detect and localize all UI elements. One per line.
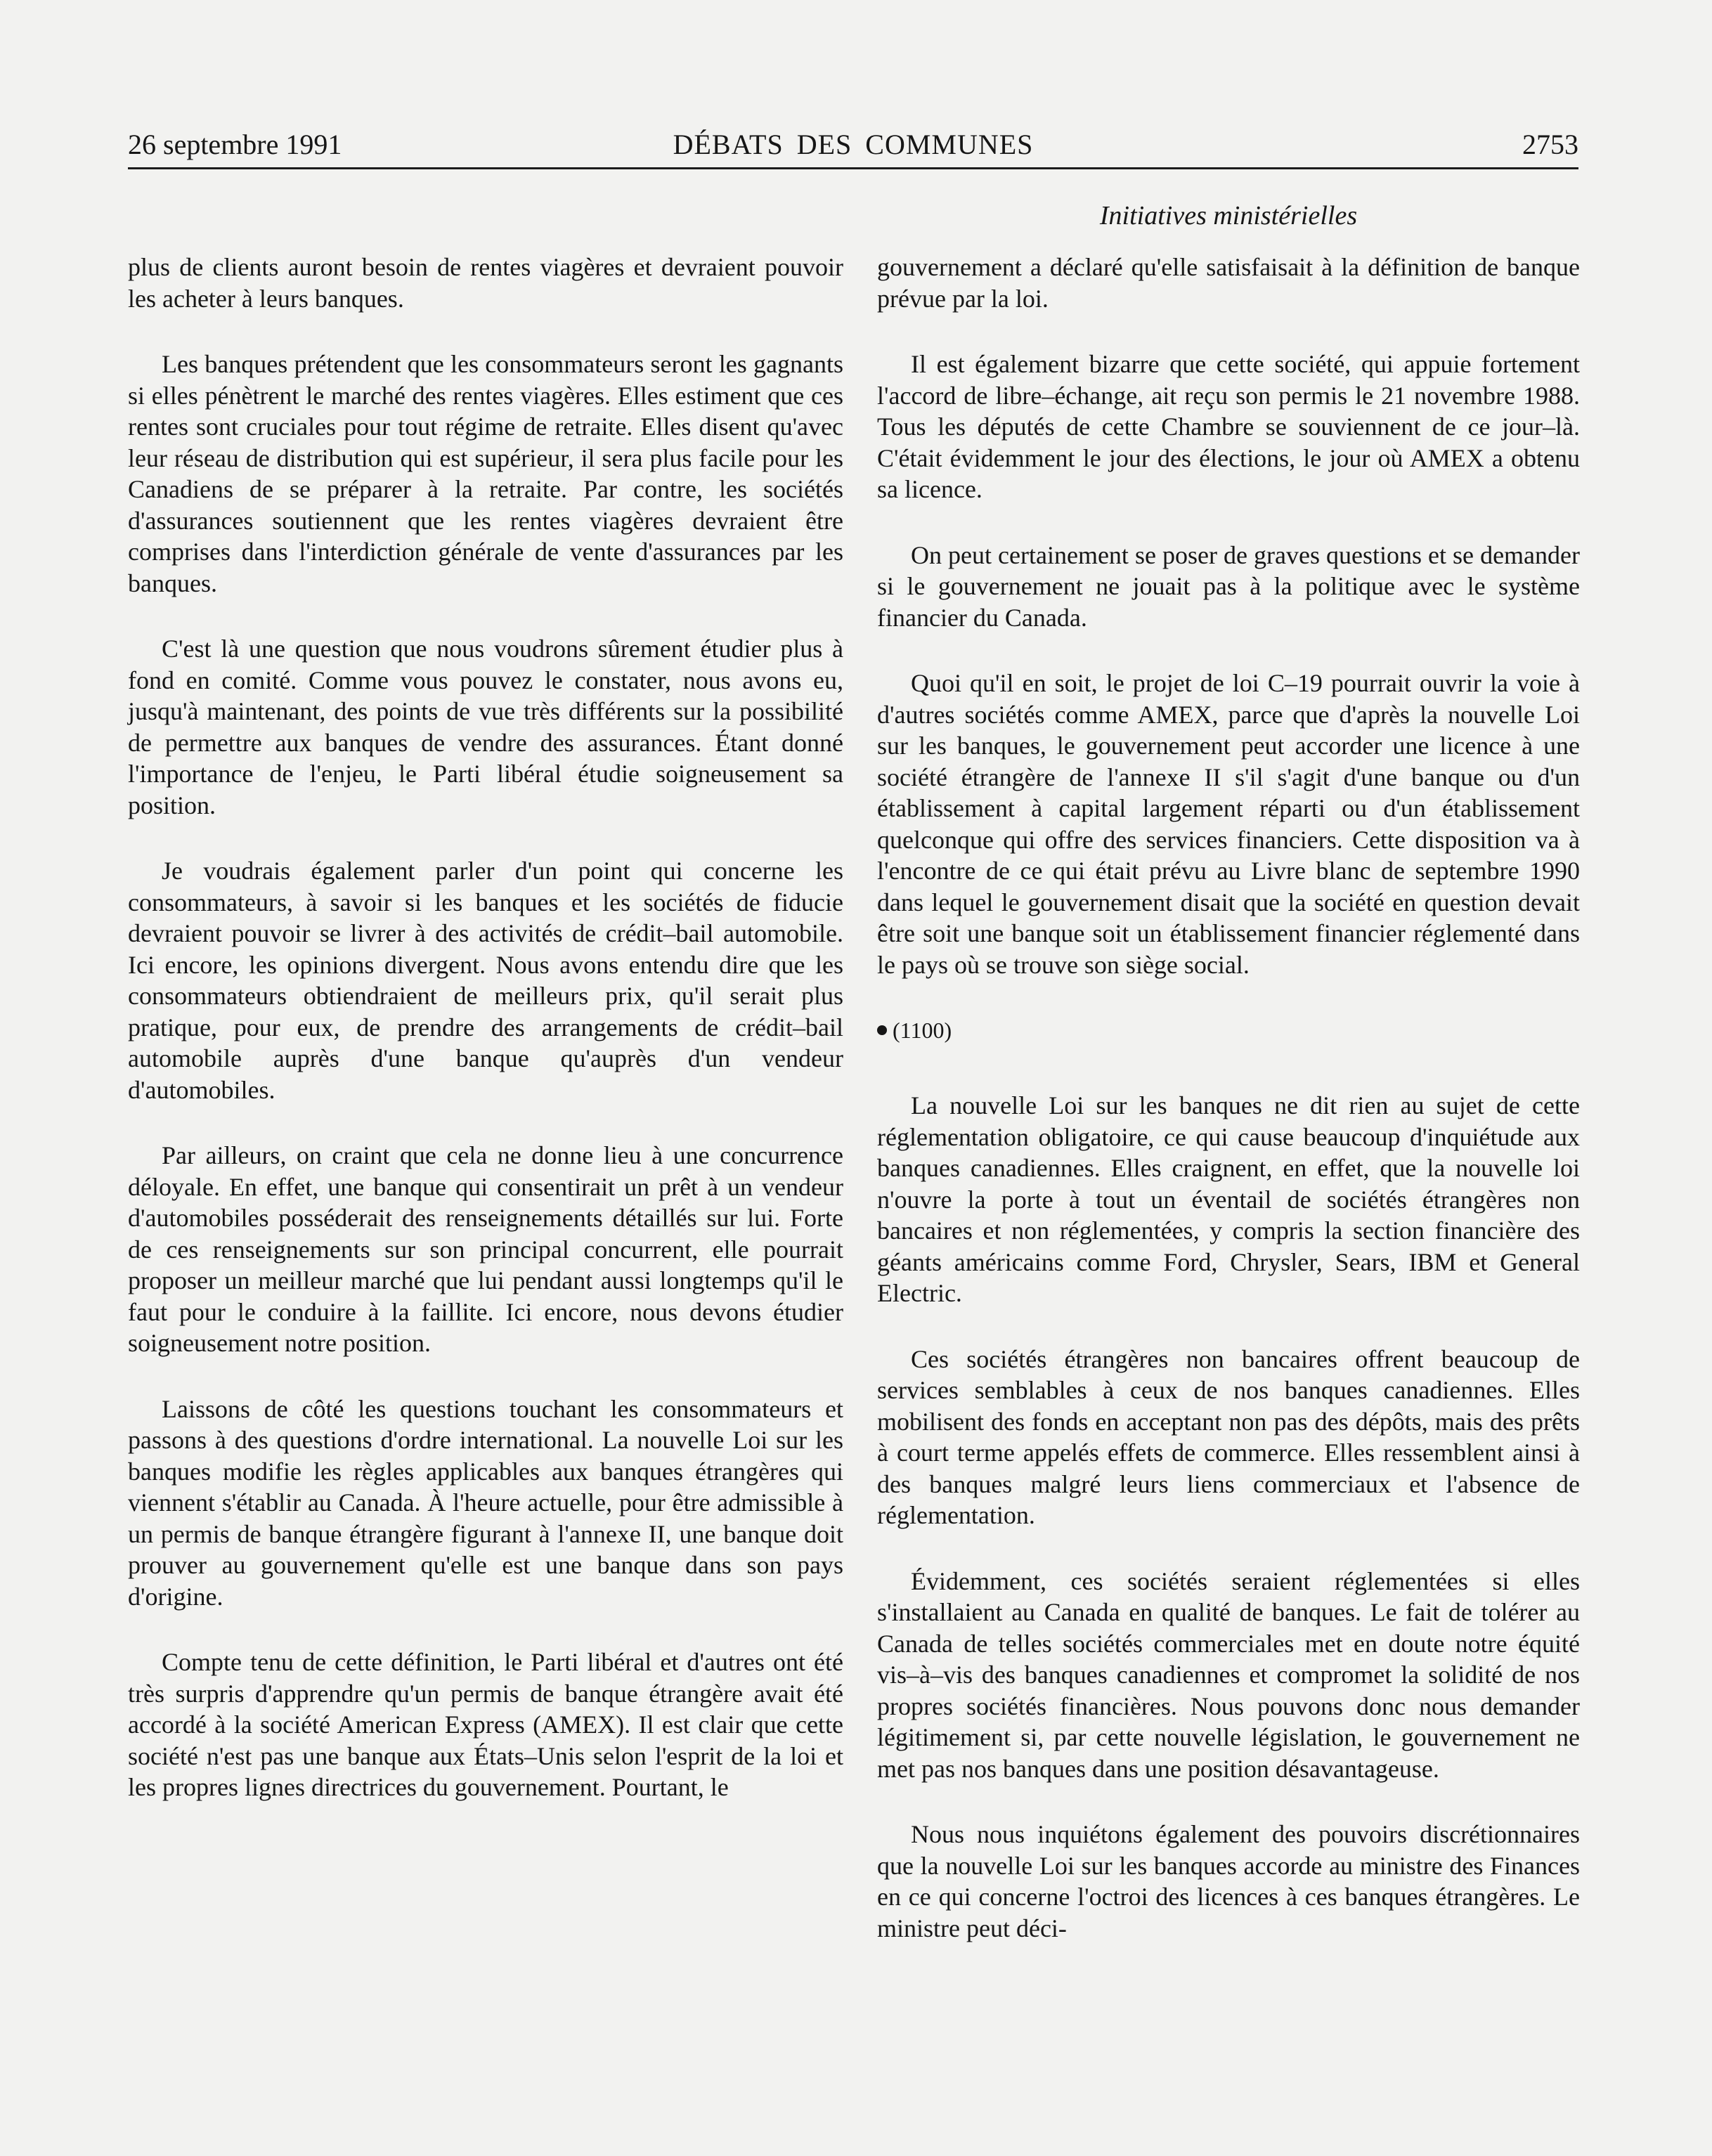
left-column [128, 252, 843, 1838]
paragraph: Les banques prétendent que les consommateurs seront les gagnants si elles pénètrent le marché des rentes viagères. Elles estiment que ces rentes sont cruciales pour tout régime de retraite. Elles disent qu'avec leur réseau de distribution qui est supérieur, il sera plus facile pour les Canadiens de se préparer à la retraite. Par contre, les sociétés d'assurances soutiennent que les rentes viagères devraient être comprises dans l'interdiction générale de vente d'assurances par les banques. [128, 350, 843, 597]
paragraph: On peut certainement se poser de graves questions et se demander si le gouvernement ne jouait pas à la politique avec le système financier du Canada. [877, 540, 1580, 632]
paragraph: plus de clients auront besoin de rentes viagères et devraient pouvoir les acheter à leurs banques. [128, 253, 843, 313]
header-title: DÉBATS DES COMMUNES [673, 129, 1034, 160]
paragraph: C'est là une question que nous voudrons sûrement étudier plus à fond en comité. Comme vous pouvez le constater, nous avons eu, jusqu'à maintenant, des points de vue très différents sur la possibilité de permettre aux banques de vendre des assurances. Étant donné l'importance de l'enjeu, le Parti libéral étudie soigneusement sa position. [128, 635, 843, 819]
paragraph: La nouvelle Loi sur les banques ne dit rien au sujet de cette réglementation obligatoire, ce qui cause beaucoup d'inquiétude aux banques canadiennes. Elles craignent, en effet, que la nouvelle loi n'ouvre la porte à tout un éventail de sociétés étrangères non bancaires et non réglementées, y compris la section financière des géants américains comme Ford, Chrysler, Sears, IBM et General Electric. [877, 1091, 1580, 1307]
paragraph: gouvernement a déclaré qu'elle satisfaisait à la définition de banque prévue par la loi. [877, 253, 1580, 313]
running-head [128, 124, 1578, 166]
paragraph: Laissons de côté les questions touchant les consommateurs et passons à des questions d'ordre international. La nouvelle Loi sur les banques modifie les règles applicables aux banques étrangères qui viennent s'établir au Canada. À l'heure actuelle, pour être admissible à un permis de banque étrangère figurant à l'annexe II, une banque doit prouver au gouvernement qu'elle est une banque dans son pays d'origine. [128, 1394, 843, 1611]
paragraph: Évidemment, ces sociétés seraient réglementées si elles s'installaient au Canada en qualité de banques. Le fait de tolérer au Canada de telles sociétés commerciales met en doute notre équité vis–à–vis des banques canadiennes et compromet la solidité de nos propres sociétés financières. Nous pouvons donc nous demander légitimement si, par cette nouvelle législation, le gouvernement ne met pas nos banques dans une position désavantageuse. [877, 1566, 1580, 1783]
paragraph: Quoi qu'il en soit, le projet de loi C–19 pourrait ouvrir la voie à d'autres sociétés comme AMEX, parce que d'après la nouvelle Loi sur les banques, le gouvernement peut accorder une licence à une société étrangère de l'annexe II s'il s'agit d'une banque ou d'un établissement à capital largement réparti ou d'un établissement quelconque qui offre des services financiers. Cette disposition va à l'encontre de ce qui était prévu au Livre blanc de septembre 1990 dans lequel le gouvernement disait que la société en question devait être soit une banque soit un établissement financier réglementé dans le pays où se trouve son siège social. [877, 669, 1580, 979]
header-rule [128, 167, 1578, 169]
paragraph: Par ailleurs, on craint que cela ne donne lieu à une concurrence déloyale. En effet, une banque qui consentirait un prêt à un vendeur d'automobiles posséderait des renseignements détaillés sur lui. Forte de ces renseignements sur son principal concurrent, elle pourrait proposer un meilleur marché que lui pendant aussi longtemps qu'il le faut pour le conduire à la faillite. Ici encore, nous devons étudier soigneusement notre position. [128, 1141, 843, 1357]
page-number: 2753 [1522, 129, 1578, 160]
paragraph: Je voudrais également parler d'un point qui concerne les consommateurs, à savoir si les banques et les sociétés de fiducie devraient pouvoir se livrer à des activités de crédit–bail automobile. Ici encore, les opinions divergent. Nous avons entendu dire que les consommateurs obtiendraient de meilleurs prix, qu'il serait plus pratique, pour eux, de prendre des arrangements de crédit–bail automobile auprès d'une banque qu'auprès d'un vendeur d'automobiles. [128, 857, 843, 1104]
time-marker [877, 1015, 1580, 1046]
section-label: Initiatives ministérielles [1099, 201, 1358, 230]
paragraph: Nous nous inquiétons également des pouvoirs discrétionnaires que la nouvelle Loi sur les banques accorde au ministre des Finances en ce qui concerne l'octroi des licences à ces banques étrangères. Le ministre peut déci- [877, 1820, 1580, 1942]
paragraph: Compte tenu de cette définition, le Parti libéral et d'autres ont été très surpris d'apprendre qu'un permis de banque étrangère avait été accordé à la société American Express (AMEX). Il est clair que cette société n'est pas une banque aux États–Unis selon l'esprit de la loi et les propres lignes directrices du gouvernement. Pourtant, le [128, 1648, 843, 1801]
time-marker-label: (1100) [893, 1018, 952, 1043]
paragraph: Il est également bizarre que cette société, qui appuie fortement l'accord de libre–échange, ait reçu son permis le 21 novembre 1988. Tous les députés de cette Chambre se souviennent de ce jour–là. C'était évidemment le jour des élections, le jour où AMEX a obtenu sa licence. [877, 350, 1580, 503]
paragraph: Ces sociétés étrangères non bancaires offrent beaucoup de services semblables à ceux de nos banques canadiennes. Elles mobilisent des fonds en acceptant non pas des dépôts, mais des prêts à court terme appelés effets de commerce. Elles ressemblent ainsi à des banques malgré leurs liens commerciaux et l'absence de réglementation. [877, 1344, 1580, 1529]
right-column [877, 252, 1580, 1978]
header-date: 26 septembre 1991 [128, 129, 342, 160]
bullet-icon [877, 1025, 887, 1035]
